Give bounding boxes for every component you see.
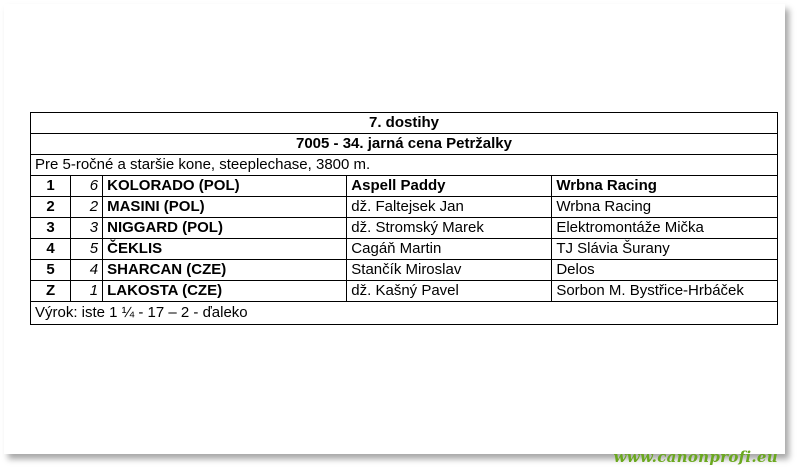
jockey-name: Aspell Paddy [347,176,552,197]
start-number: 6 [71,176,103,197]
result-row [31,260,778,281]
horse-name: LAKOSTA (CZE) [103,281,347,302]
start-number: 3 [71,218,103,239]
horse-name: SHARCAN (CZE) [103,260,347,281]
owner-name: Delos [552,260,778,281]
horse-name: KOLORADO (POL) [103,176,347,197]
watermark: www.canonprofi.eu [613,448,778,466]
start-number: 1 [71,281,103,302]
race-name: 7005 - 34. jarná cena Petržalky [31,134,778,155]
start-number: 5 [71,239,103,260]
finish-position: 3 [31,218,71,239]
race-results-table [30,112,778,325]
finish-position: 1 [31,176,71,197]
owner-name: Elektromontáže Mička [552,218,778,239]
owner-name: Wrbna Racing [552,197,778,218]
owner-name: Wrbna Racing [552,176,778,197]
jockey-name: dž. Faltejsek Jan [347,197,552,218]
race-conditions: Pre 5-ročné a staršie kone, steeplechase, 3800 m. [31,155,778,176]
finish-position: 2 [31,197,71,218]
race-heading: 7. dostihy [31,113,778,134]
jockey-name: dž. Kašný Pavel [347,281,552,302]
jockey-name: Cagáň Martin [347,239,552,260]
jockey-name: dž. Stromský Marek [347,218,552,239]
horse-name: NIGGARD (POL) [103,218,347,239]
result-row [31,281,778,302]
horse-name: MASINI (POL) [103,197,347,218]
finish-position: 5 [31,260,71,281]
result-row [31,197,778,218]
finish-position: 4 [31,239,71,260]
owner-name: TJ Slávia Šurany [552,239,778,260]
race-verdict: Výrok: iste 1 ¼ - 17 – 2 - ďaleko [31,302,778,325]
start-number: 2 [71,197,103,218]
finish-position: Z [31,281,71,302]
document-sheet [4,4,785,454]
result-row [31,176,778,197]
jockey-name: Stančík Miroslav [347,260,552,281]
start-number: 4 [71,260,103,281]
results-body [31,176,778,302]
result-row [31,218,778,239]
result-row [31,239,778,260]
horse-name: ČEKLIS [103,239,347,260]
owner-name: Sorbon M. Bystřice-Hrbáček [552,281,778,302]
